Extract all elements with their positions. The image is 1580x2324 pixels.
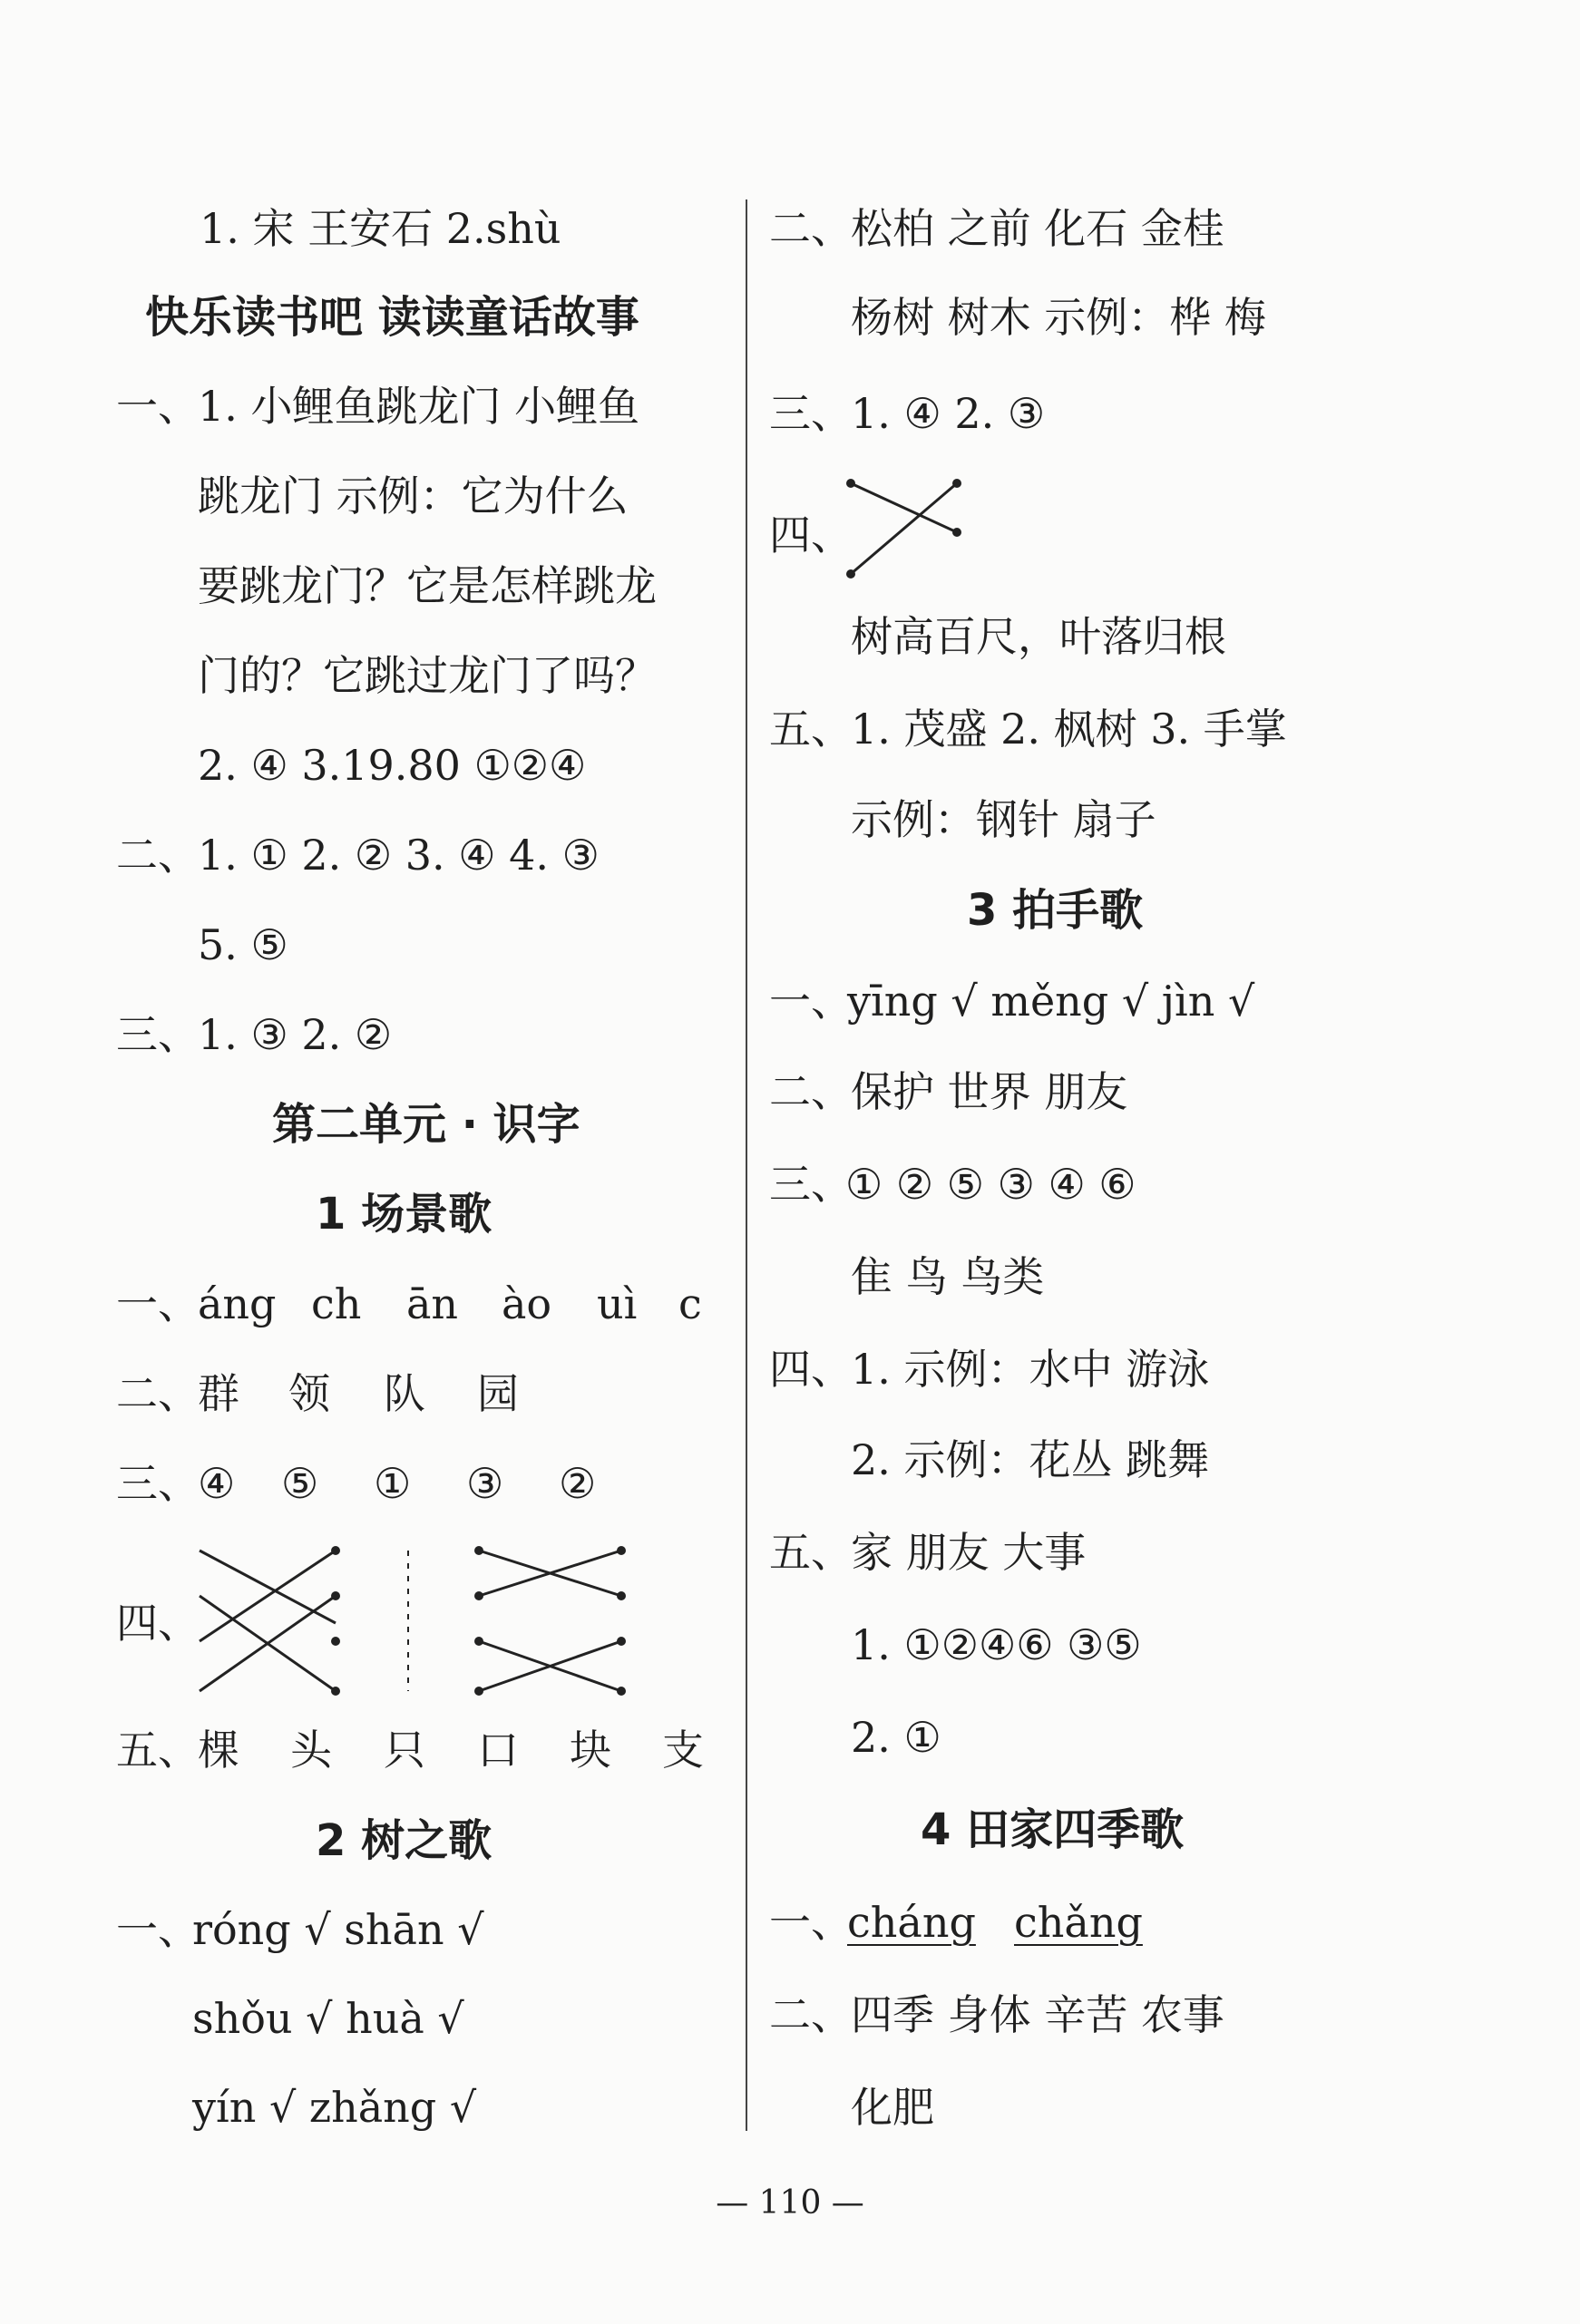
section-num: 二、 bbox=[769, 1067, 853, 1116]
lesson1-title: 1 场景歌 bbox=[316, 1189, 493, 1240]
section-num: 五、 bbox=[769, 1528, 853, 1577]
section-num: 一、 bbox=[116, 1905, 200, 1954]
section-num: 一、 bbox=[769, 1898, 853, 1947]
left-s1-line4: 门的？它跳过龙门了吗？ bbox=[198, 651, 657, 700]
matching-right-group bbox=[474, 1546, 626, 1696]
lesson2-s1-line3: yín √ zhǎng √ bbox=[192, 2083, 477, 2132]
section-num: 一、 bbox=[769, 977, 853, 1026]
section-num: 四、 bbox=[769, 1345, 853, 1394]
section-num: 三、 bbox=[116, 1010, 200, 1059]
line-song-wanganshi: 1. 宋 王安石 2.shù bbox=[200, 204, 561, 253]
lesson2-s1-line2: shǒu √ huà √ bbox=[192, 1994, 464, 2043]
left-s1-line2: 跳龙门 示例：它为什么 bbox=[198, 472, 629, 520]
matching-lines-small bbox=[844, 476, 970, 585]
underlined-answer: chǎng bbox=[1014, 1898, 1143, 1947]
lesson3-s5-line2: 1. ①②④⑥ ③⑤ bbox=[851, 1620, 1142, 1669]
section-num: 五、 bbox=[116, 1726, 200, 1775]
page-number: — 110 — bbox=[716, 2184, 864, 2222]
underlined-answer: cháng bbox=[847, 1898, 976, 1947]
reading-title: 快乐读书吧 读读童话故事 bbox=[145, 292, 639, 343]
lesson4-s2-line2: 化肥 bbox=[851, 2083, 934, 2132]
lesson3-title: 3 拍手歌 bbox=[967, 885, 1144, 936]
lesson3-s3-line2: 隹 鸟 鸟类 bbox=[851, 1252, 1045, 1301]
section-num: 二、 bbox=[769, 1990, 853, 2039]
lesson4-title: 4 田家四季歌 bbox=[921, 1804, 1185, 1855]
matching-left-group bbox=[200, 1546, 340, 1696]
right-s5-line2: 示例：钢针 扇子 bbox=[851, 795, 1156, 844]
section-num: 一、 bbox=[116, 1279, 200, 1328]
lesson1-s4-num: 四、 bbox=[116, 1599, 200, 1648]
section-num: 五、 bbox=[769, 705, 853, 754]
lesson3-s4-line2: 2. 示例：花丛 跳舞 bbox=[851, 1435, 1210, 1484]
left-s2-line2: 5. ⑤ bbox=[198, 920, 288, 969]
section-num: 三、 bbox=[769, 389, 853, 438]
section-num: 二、 bbox=[116, 1369, 200, 1418]
right-s2-line2: 杨树 树木 示例：桦 梅 bbox=[851, 293, 1266, 342]
answer-page: 1. 宋 王安石 2.shù 快乐读书吧 读读童话故事 一、 1. 小鲤鱼跳龙门 小鲤鱼 跳龙门 示例：它为什么 要跳龙门？它是怎样跳龙 门的？它跳过龙门了吗？ 2. ④ 3.19.80 ①②④ 二、 1. ① 2. ② 3. ④ 4. ③ 5. ⑤ 三、 1. ③ 2. ② 第二单元 · 识字 1 场景歌 一、 áng ch ān ào uì c 二、 群 领 队 园 三、 ④ ⑤ ① ③ ② 四、 五、 棵 头 只 口 块 支 2 树之歌 一、 róng √ shān √ shǒu √ huà √ yín √ zhǎng √ 二、 松柏 之前 化石 金桂 杨树 树木 示例：桦 梅 三、 1. ④ 2. ③ 四、 树高百尺，叶落归根 五、 1. 茂盛 2. 枫树 3. 手掌 示例：钢针 扇子 3 拍手歌 一、 yīng √ měng √ jìn √ 二、 保护 世界 朋友 三、 ① ② ⑤ ③ ④ ⑥ 隹 鸟 鸟类 四、 1. 示例：水中 游泳 2. 示例：花丛 跳舞 五、 家 朋友 大事 1. ①②④⑥ ③⑤ 2. ① 4 田家四季歌 一、 cháng chǎng 二、 四季 身体 辛苦 农事 化肥 — 110 — bbox=[0, 0, 1580, 2324]
column-divider bbox=[746, 199, 747, 2131]
section-num: 三、 bbox=[116, 1459, 200, 1508]
lesson2-title: 2 树之歌 bbox=[316, 1815, 493, 1866]
matching-lines-diagram bbox=[190, 1541, 635, 1705]
left-s1-line3: 要跳龙门？它是怎样跳龙 bbox=[198, 561, 657, 610]
section-num: 二、 bbox=[116, 831, 200, 880]
left-s1-line5: 2. ④ 3.19.80 ①②④ bbox=[198, 741, 587, 790]
right-s4-num: 四、 bbox=[769, 511, 853, 559]
unit-title: 第二单元 · 识字 bbox=[272, 1099, 580, 1150]
lesson3-s5-line3: 2. ① bbox=[851, 1713, 941, 1762]
section-num: 二、 bbox=[769, 204, 853, 253]
section-num: 一、 bbox=[116, 382, 200, 431]
right-s4-line1: 树高百尺，叶落归根 bbox=[851, 612, 1226, 661]
section-num: 三、 bbox=[769, 1160, 853, 1209]
